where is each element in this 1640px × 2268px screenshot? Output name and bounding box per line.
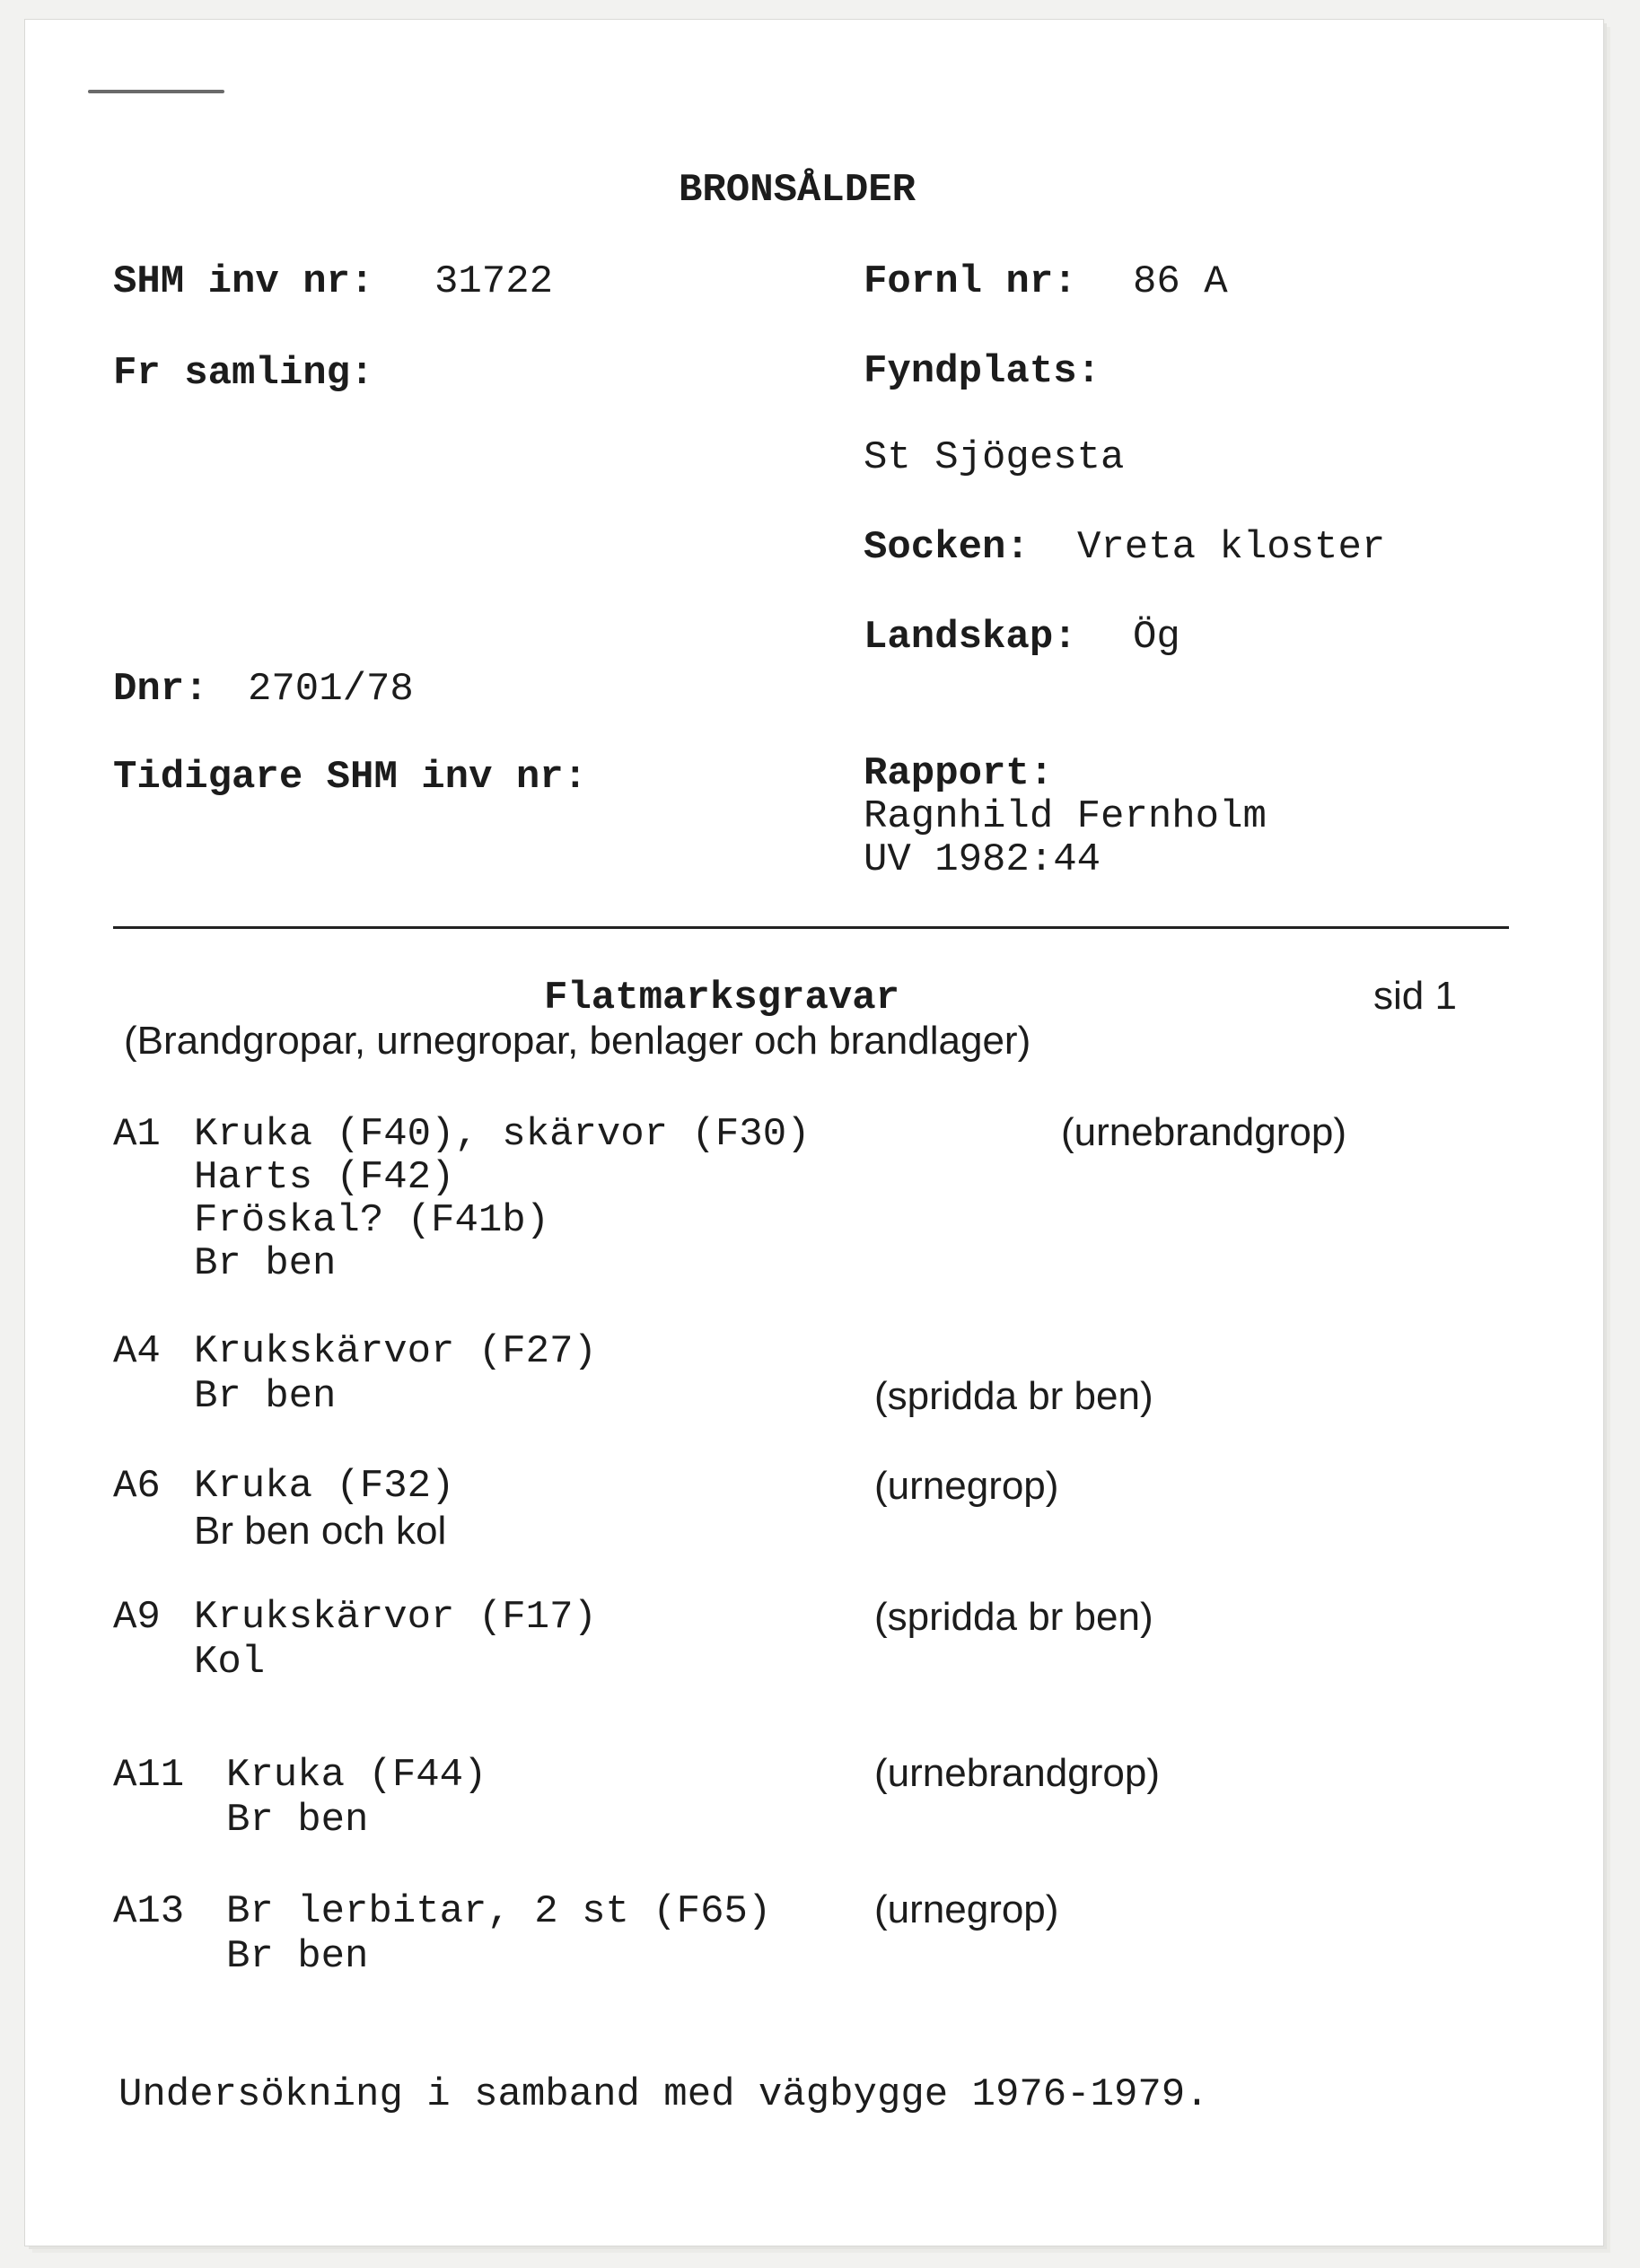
entry-a9-line-2: Kol <box>194 1640 266 1685</box>
entry-a6-type: (urnegrop) <box>874 1464 1059 1508</box>
entry-a4-line-2: Br ben <box>194 1374 337 1419</box>
top-dash-mark <box>88 90 224 93</box>
section-subtitle: (Brandgropar, urnegropar, benlager och brandlager) <box>124 1019 1031 1063</box>
entry-a13-line-2: Br ben <box>226 1934 369 1979</box>
entry-a13-line-1: Br lerbitar, 2 st (F65) <box>226 1889 772 1934</box>
landskap-label: Landskap: <box>864 615 1077 660</box>
fyndplats-value: St Sjögesta <box>864 435 1125 480</box>
entry-a11-id: A11 <box>113 1753 185 1798</box>
socken-label: Socken: <box>864 525 1030 570</box>
footer-note: Undersökning i samband med vägbygge 1976-1979. <box>118 2072 1209 2117</box>
entry-a11-line-1: Kruka (F44) <box>226 1753 487 1798</box>
document-page <box>25 20 1603 2246</box>
entry-a1-line-1: Kruka (F40), skärvor (F30) <box>194 1112 811 1157</box>
shm-inv-value: 31722 <box>434 259 554 304</box>
entry-a9-type: (spridda br ben) <box>874 1595 1153 1639</box>
tidigare-shm-label: Tidigare SHM inv nr: <box>113 755 588 800</box>
fr-samling-label: Fr samling: <box>113 351 374 396</box>
fyndplats-label: Fyndplats: <box>864 349 1101 394</box>
entry-a11-line-2: Br ben <box>226 1798 369 1843</box>
entry-a1-id: A1 <box>113 1112 161 1157</box>
entry-a6-id: A6 <box>113 1464 161 1509</box>
section-title: Flatmarksgravar <box>544 976 900 1020</box>
dnr-value: 2701/78 <box>248 667 414 712</box>
fornl-nr-value: 86 A <box>1133 259 1228 304</box>
entry-a4-id: A4 <box>113 1329 161 1374</box>
entry-a4-line-1: Krukskärvor (F27) <box>194 1329 597 1374</box>
entry-a6-line-2: Br ben och kol <box>194 1509 447 1553</box>
document-title: BRONSÅLDER <box>679 168 916 213</box>
dnr-label: Dnr: <box>113 667 208 712</box>
entry-a9-line-1: Krukskärvor (F17) <box>194 1595 597 1640</box>
rapport-author: Ragnhild Fernholm <box>864 794 1267 839</box>
landskap-value: Ög <box>1133 615 1180 660</box>
entry-a6-line-1: Kruka (F32) <box>194 1464 455 1509</box>
socken-value: Vreta kloster <box>1077 525 1386 570</box>
entry-a1-type: (urnebrandgrop) <box>1061 1110 1346 1154</box>
entry-a9-id: A9 <box>113 1595 161 1640</box>
fornl-nr-label: Fornl nr: <box>864 259 1077 304</box>
rapport-label: Rapport: <box>864 751 1054 796</box>
entry-a13-id: A13 <box>113 1889 185 1934</box>
entry-a11-type: (urnebrandgrop) <box>874 1751 1160 1795</box>
entry-a4-type: (spridda br ben) <box>874 1374 1153 1418</box>
entry-a1-line-4: Br ben <box>194 1241 337 1286</box>
shm-inv-label: SHM inv nr: <box>113 259 374 304</box>
entry-a13-type: (urnegrop) <box>874 1887 1059 1931</box>
page-number: sid 1 <box>1373 974 1457 1018</box>
rapport-reference: UV 1982:44 <box>864 837 1101 882</box>
entry-a1-line-3: Fröskal? (F41b) <box>194 1198 550 1243</box>
entry-a1-line-2: Harts (F42) <box>194 1155 455 1200</box>
header-divider <box>113 926 1509 929</box>
